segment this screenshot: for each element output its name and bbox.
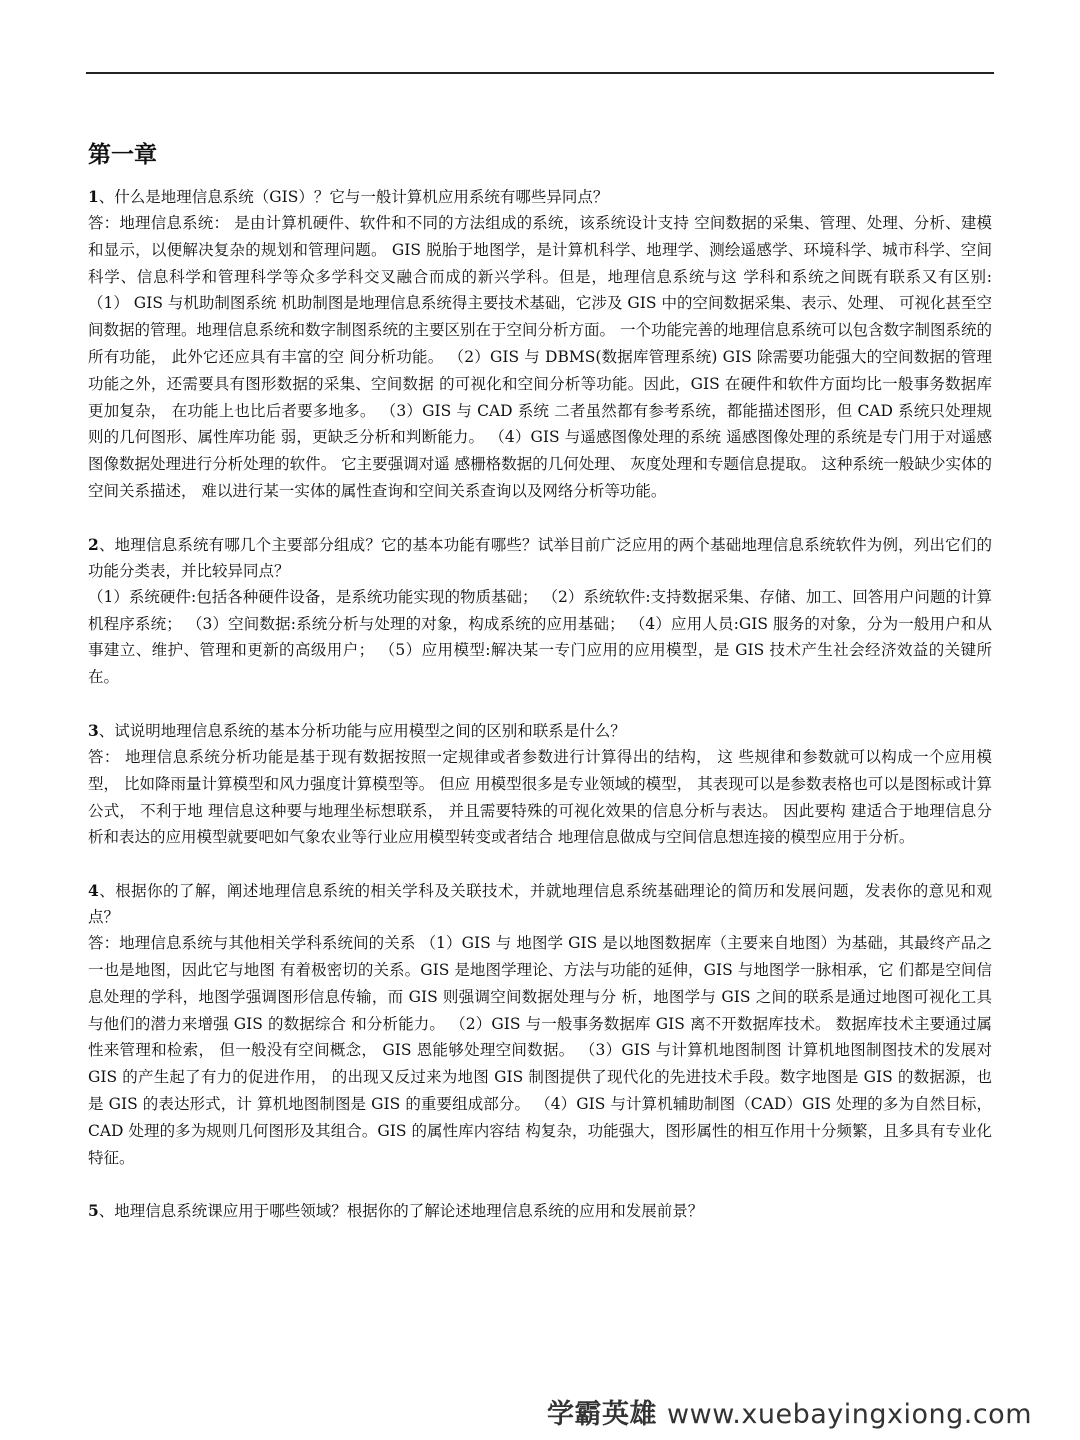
- question-3: [88, 718, 992, 744]
- answer-1: 答：地理信息系统： 是由计算机硬件、软件和不同的方法组成的系统，该系统设计支持 空间数据的采集、管理、处理、分析、建模和显示，以便解决复杂的规划和管理问题。 GIS 脱胎于地图学，是计算机科学、地理学、测绘遥感学、环境科学、城市科学、空间 科学、信息科学和管理科学等众多学科交叉融合而成的新兴学科。但是，地理信息系统与这 学科和系统之间既有联系又有区别: （1） GIS 与机助制图系统 机助制图是地理信息系统得主要技术基础，它涉及 GIS 中的空间数据采集、表示、处理、 可视化甚至空间数据的管理。地理信息系统和数字制图系统的主要区别在于空间分析方面。 一个功能完善的地理信息系统可以包含数字制图系统的所有功能， 此外它还应具有丰富的空 间分析功能。 （2）GIS 与 DBMS(数据库管理系统) GIS 除需要功能强大的空间数据的管理功能之外，还需要具有图形数据的采集、空间数据 的可视化和空间分析等功能。因此，GIS 在硬件和软件方面均比一般事务数据库更加复杂， 在功能上也比后者要多地多。 （3）GIS 与 CAD 系统 二者虽然都有参考系统，都能描述图形，但 CAD 系统只处理规则的几何图形、属性库功能 弱，更缺乏分析和判断能力。 （4）GIS 与遥感图像处理的系统 遥感图像处理的系统是专门用于对遥感图像数据处理进行分析处理的软件。 它主要强调对遥 感栅格数据的几何处理、 灰度处理和专题信息提取。 这种系统一般缺少实体的空间关系描述， 难以进行某一实体的属性查询和空间关系查询以及网络分析等功能。: [88, 214, 992, 500]
- question-2: [88, 532, 992, 584]
- question-number: 1: [88, 187, 99, 206]
- question-number: 5: [88, 1201, 99, 1221]
- question-block-2: [88, 532, 992, 691]
- question-block-5: [88, 1198, 992, 1224]
- question-number: 3: [88, 720, 99, 740]
- document-body: [88, 138, 992, 1224]
- footer-url[interactable]: www.xuebayingxiong.com: [667, 1399, 1032, 1430]
- question-text: 、地理信息系统课应用于哪些领域？根据你的了解论述地理信息系统的应用和发展前景？: [98, 1202, 704, 1221]
- chapter-title: 第一章: [88, 142, 157, 168]
- answer-4: 答：地理信息系统与其他相关学科系统间的关系 （1）GIS 与 地图学 GIS 是以地图数据库（主要来自地图）为基础，其最终产品之一也是地图，因此它与地图 有着极密切的关系。GIS 是地图学理论、方法与功能的延伸，GIS 与地图学一脉相承，它 们都是空间信息处理的学科，地图学强调图形信息传输，而 GIS 则强调空间数据处理与分 析，地图学与 GIS 之间的联系是通过地图可视化工具与他们的潜力来增强 GIS 的数据综合 和分析能力。 （2）GIS 与一般事务数据库 GIS 离不开数据库技术。 数据库技术主要通过属性来管理和检索， 但一般没有空间概念， GIS 恩能够处理空间数据。 （3）GIS 与计算机地图制图 计算机地图制图技术的发展对 GIS 的产生起了有力的促进作用， 的出现又反过来为地图 GIS 制图提供了现代化的先进技术手段。数字地图是 GIS 的数据源，也是 GIS 的表达形式，计 算机地图制图是 GIS 的重要组成部分。 （4）GIS 与计算机辅助制图（CAD）GIS 处理的多为自然目标，CAD 处理的多为规则几何图形及其组合。GIS 的属性库内容结 构复杂，功能强大，图形属性的相互作用十分频繁，且多具有专业化特征。: [88, 934, 992, 1167]
- footer-brand: 学霸英雄: [547, 1399, 658, 1430]
- question-block-4: [88, 878, 992, 1171]
- question-number: 4: [88, 881, 99, 901]
- question-text: 、地理信息系统有哪几个主要部分组成？它的基本功能有哪些？试举目前广泛应用的两个基础地理信息系统软件为例，列出它们的功能分类表，并比较异同点？: [88, 535, 992, 580]
- answer-2: （1）系统硬件:包括各种硬件设备，是系统功能实现的物质基础； （2）系统软件:支持数据采集、存储、加工、回答用户问题的计算机程序系统； （3）空间数据:系统分析与处理的对象，构成系统的应用基础； （4）应用人员:GIS 服务的对象，分为一般用户和从事建立、维护、管理和更新的高级用户； （5）应用模型:解决某一专门应用的应用模型，是 GIS 技术产生社会经济效益的关键所在。: [88, 587, 992, 687]
- question-text: 、试说明地理信息系统的基本分析功能与应用模型之间的区别和联系是什么？: [98, 721, 626, 740]
- question-4: [88, 878, 992, 930]
- question-block-1: [88, 184, 992, 505]
- question-5: [88, 1198, 992, 1224]
- answer-3: 答： 地理信息系统分析功能是基于现有数据按照一定规律或者参数进行计算得出的结构， 这 些规律和参数就可以构成一个应用模型， 比如降雨量计算模型和风力强度计算模型等。 但应 用模型很多是专业领域的模型， 其表现可以是参数表格也可以是图标或计算公式， 不利于地 理信息这种要与地理坐标想联系， 并且需要特殊的可视化效果的信息分析与表达。 因此要构 建适合于地理信息分析和表达的应用模型就要吧如气象农业等行业应用模型转变或者结合 地理信息做成与空间信息想连接的模型应用于分析。: [88, 747, 992, 847]
- question-1: [88, 184, 992, 210]
- header-rule: [86, 72, 994, 74]
- question-number: 2: [88, 534, 99, 554]
- question-text: 、根据你的了解，阐述地理信息系统的相关学科及关联技术，并就地理信息系统基础理论的简历和发展问题，发表你的意见和观点？: [88, 882, 992, 927]
- footer-watermark: [547, 1392, 1032, 1431]
- question-block-3: [88, 718, 992, 851]
- question-text: 、什么是地理信息系统（GIS）？它与一般计算机应用系统有哪些异同点？: [98, 188, 609, 206]
